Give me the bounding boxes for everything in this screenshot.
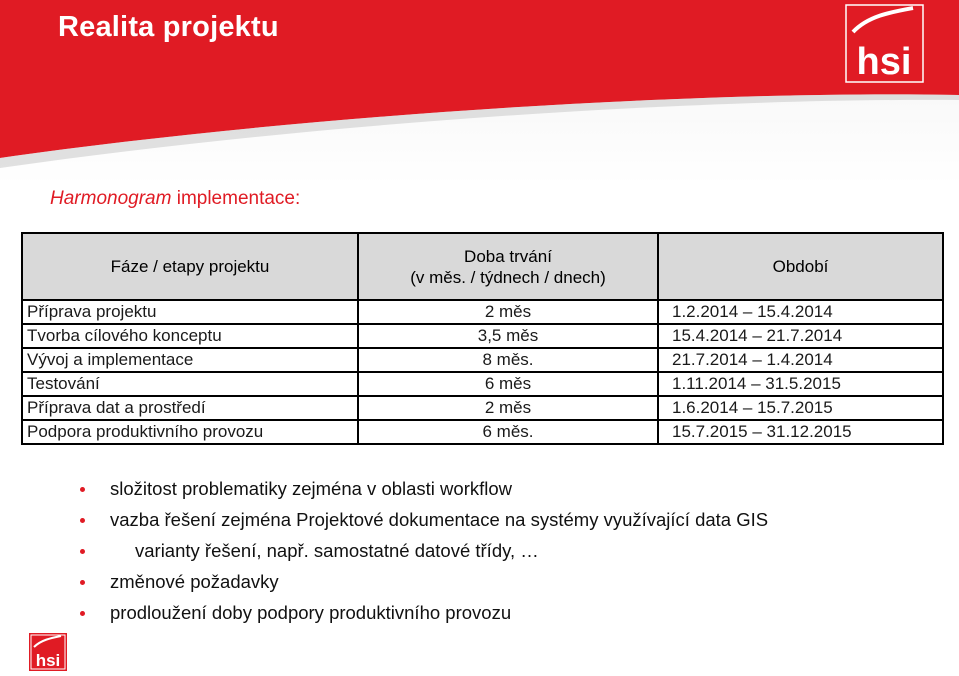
cell-duration: 8 měs. [358, 348, 658, 372]
cell-period [658, 420, 943, 444]
bullet-dot-icon [80, 487, 85, 492]
cell-period [658, 396, 943, 420]
bullet-item [80, 571, 768, 602]
bullet-item [80, 602, 768, 633]
cell-period-text: 1.6.2014 – 15.7.2015 [672, 398, 833, 418]
section-heading-italic: Harmonogram [50, 188, 172, 209]
cell-period [658, 348, 943, 372]
logo-text: hsi [856, 41, 912, 83]
bullet-list [80, 478, 768, 633]
bullet-item [80, 540, 768, 571]
cell-phase: Vývoj a implementace [22, 348, 358, 372]
bullet-text: prodloužení doby podpory produktivního provozu [110, 602, 512, 623]
table-row [22, 420, 943, 444]
cell-duration: 2 měs [358, 300, 658, 324]
bullet-item [80, 478, 768, 509]
cell-period-text: 21.7.2014 – 1.4.2014 [672, 350, 833, 370]
cell-period-text: 15.4.2014 – 21.7.2014 [672, 326, 843, 346]
logo-small-text: hsi [35, 651, 61, 670]
table-header-row [22, 233, 943, 300]
schedule-table [21, 232, 944, 445]
table-row [22, 324, 943, 348]
hsi-logo-small [29, 633, 67, 671]
cell-period [658, 300, 943, 324]
table-row [22, 300, 943, 324]
cell-duration: 6 měs. [358, 420, 658, 444]
bullet-text: složitost problematiky zejména v oblasti workflow [110, 478, 513, 499]
slide-title: Realita projektu [58, 11, 279, 43]
cell-period [658, 372, 943, 396]
bullet-item [80, 509, 768, 540]
section-heading-rest: implementace: [171, 188, 301, 209]
cell-period-text: 1.2.2014 – 15.4.2014 [672, 302, 833, 322]
cell-period-text: 15.7.2015 – 31.12.2015 [672, 422, 852, 442]
cell-phase: Podpora produktivního provozu [22, 420, 358, 444]
header-duration-line1: Doba trvání [464, 246, 552, 266]
bullet-dot-icon [80, 518, 85, 523]
header-duration-line2: (v měs. / týdnech / dnech) [410, 268, 606, 287]
cell-phase: Tvorba cílového konceptu [22, 324, 358, 348]
bullet-dot-icon [80, 549, 85, 554]
cell-duration: 2 měs [358, 396, 658, 420]
header-phase: Fáze / etapy projektu [22, 233, 358, 300]
table-row [22, 396, 943, 420]
cell-phase: Příprava dat a prostředí [22, 396, 358, 420]
cell-period-text: 1.11.2014 – 31.5.2015 [672, 374, 841, 394]
header-period: Období [658, 233, 943, 300]
table-row [22, 372, 943, 396]
cell-phase: Testování [22, 372, 358, 396]
cell-period [658, 324, 943, 348]
cell-duration: 3,5 měs [358, 324, 658, 348]
bullet-dot-icon [80, 580, 85, 585]
bullet-dot-icon [80, 611, 85, 616]
bullet-text: změnové požadavky [110, 571, 279, 592]
bullet-text: varianty řešení, např. samostatné datové třídy, … [135, 540, 539, 561]
cell-phase: Příprava projektu [22, 300, 358, 324]
cell-duration: 6 měs [358, 372, 658, 396]
hsi-logo [843, 2, 926, 85]
section-heading [50, 188, 300, 210]
bullet-text: vazba řešení zejména Projektové dokumentace na systémy využívající data GIS [110, 509, 769, 530]
header-duration [358, 233, 658, 300]
table-row [22, 348, 943, 372]
